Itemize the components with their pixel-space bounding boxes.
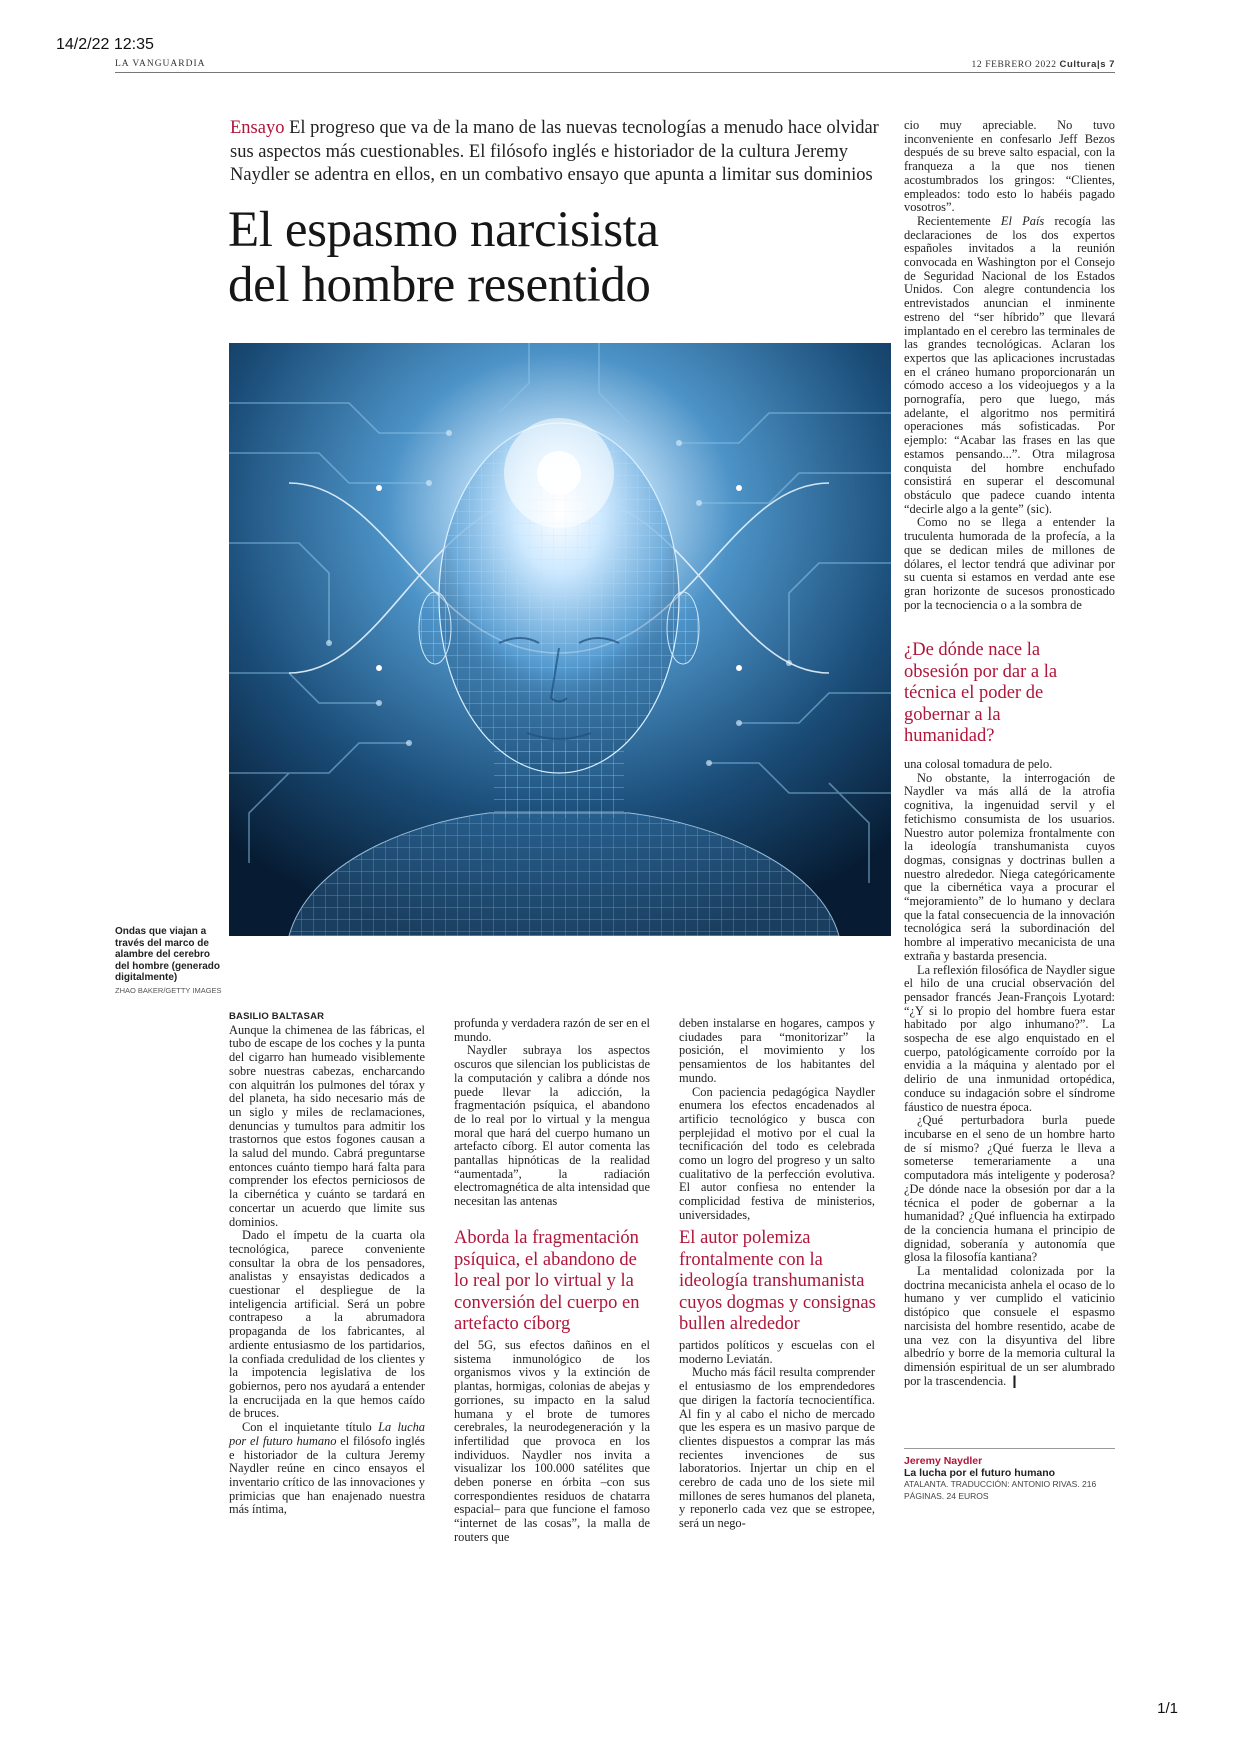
col1-p3-post: el filósofo inglés e historiador de la cultura Jeremy Naydler reúne en cinco ensayos el inventario crítico de las innovaciones y primicias que han enajenado nuestra más íntima, <box>229 1433 425 1517</box>
book-author: Jeremy Naydler <box>904 1455 983 1467</box>
book-title-inline: La lucha por el futuro humano <box>229 1420 425 1448</box>
pullquote-2: El autor polemiza frontalmente con la ideología transhumanista cuyos dogmas y consignas bullen alrededor <box>679 1228 876 1334</box>
kicker-tag: Ensayo <box>230 118 285 138</box>
pullquote-1: Aborda la fragmentación psíquica, el abandono de lo real por lo virtual y la conversión del cuerpo en artefacto cíborg <box>454 1228 640 1334</box>
wireframe-head-illustration <box>229 343 891 936</box>
article-column-2-bottom <box>454 1339 650 1545</box>
col4-paragraph-1: cio muy apreciable. No tuvo inconveniente en confesarlo Jeff Bezos después de su breve salto espacial, con la franqueza a la que nos tienen acostumbrados los gringos: “Clientes, empleados: todo esto lo habéis pagado vosotros”. <box>904 118 1115 215</box>
article-column-2-top <box>454 1017 650 1209</box>
headline-line-2: del hombre resentido <box>228 257 651 313</box>
photo-caption: Ondas que viajan a través del marco de alambre del cerebro del hombre (generado digitalmente) <box>115 926 221 983</box>
article-column-1 <box>229 1010 425 1517</box>
print-timestamp: 14/2/22 12:35 <box>56 36 154 53</box>
col2-paragraph-1: profunda y verdadera razón de ser en el mundo. <box>454 1016 650 1044</box>
article-column-4-top <box>904 119 1115 612</box>
pullquote-3: ¿De dónde nace la obsesión por dar a la técnica el poder de gobernar a la humanidad? <box>904 640 1058 746</box>
col1-p3-pre: Con el inquietante título <box>242 1420 379 1435</box>
masthead-date: 12 FEBRERO 2022 <box>971 60 1057 70</box>
col3-paragraph-3: partidos políticos y escuelas con el moderno Leviatán. <box>679 1338 875 1366</box>
book-box-rule <box>904 1448 1115 1449</box>
col3-paragraph-1: deben instalarse en hogares, campos y ciudades para “monitorizar” la posición, el movimiento y los pensamientos de los habitantes del mundo. <box>679 1016 875 1085</box>
byline: BASILIO BALTASAR <box>229 1011 325 1022</box>
book-title: La lucha por el futuro humano <box>904 1467 1056 1479</box>
article-column-4-bottom <box>904 758 1115 1388</box>
kicker-text: El progreso que va de la mano de las nuevas tecnologías a menudo hace olvidar sus aspectos más cuestionables. El filósofo inglés e historiador de la cultura Jeremy Naydler se adentra en ellos, en un combativo ensayo que apunta a limitar sus dominios <box>230 118 879 185</box>
article-column-3-bottom <box>679 1339 875 1531</box>
article-photo <box>229 343 891 936</box>
col4-paragraph-8: La mentalidad colonizada por la doctrina mecanicista anhela el ocaso de lo humano y ver cumplido el vaticinio distópico que consuele el espasmo narcisista del hombre resentido, acabe de una vez con la disyuntiva del libre albedrío y borre de la memoria cultural la dimensión espiritual de un ser alumbrado por la trascendencia. ❙ <box>904 1264 1115 1388</box>
col4-paragraph-2 <box>904 215 1115 516</box>
col2-paragraph-3: del 5G, sus efectos dañinos en el sistema inmunológico de los organismos vivos y la extinción de plantas, hormigas, colonias de abejas y gorriones, su impacto en la salud humana y el brote de tumores cerebrales, la neurodegeneración y la infertilidad que provoca en los individuos. Naydler nos invita a visualizar los 100.000 satélites que deben ponerse en órbita –con sus correspondientes residuos de chatarra espacial– para que funcione el famoso “internet de las cosas”, la malla de routers que <box>454 1338 650 1544</box>
col4-paragraph-6: La reflexión filosófica de Naydler sigue el hilo de una crucial observación del pensador francés Jean-François Lyotard: “¿Y si lo propio del hombre fuera estar habitado por algo inhumano?”. La sospecha de ese algo enquistado en el cuerpo, patológicamente corroído por la envidia a la máquina y alentado por el delirio de una inmunidad ortopédica, conduce su indagación sobre el síndrome fáustico de nuestra época. <box>904 962 1115 1114</box>
print-page-count: 1/1 <box>1157 1700 1178 1717</box>
col1-paragraph-2: Dado el ímpetu de la cuarta ola tecnológica, parece conveniente consultar la obra de los pensadores, analistas y ensayistas dedicados a cuestionar el despliegue de la inteligencia artificial. Será un pobre contrapeso a la abrumadora propaganda de los fabricantes, al ardiente entusiasmo de los partidarios, la confiada credulidad de los clientes y la impotencia legislativa de los gobiernos, pero nos ayudará a entender la encrucijada en la que hemos caído de bruces. <box>229 1228 425 1421</box>
col1-paragraph-1: Aunque la chimenea de las fábricas, el tubo de escape de los coches y la punta del cigarro han humeado visiblemente sobre nuestras cabezas, encharcando con alquitrán los pulmones del tórax y del planeta, ha sido necesario más de un siglo y miles de reclamaciones, denuncias y tumultos para admitir los trastornos que estos fogones causan a la salud del mundo. Cabrá preguntarse entonces cuánto tiempo hará falta para comprender los efectos perniciosos de la cibernética y cuánto se tardará en concertar un acuerdo que limite sus dominios. <box>229 1022 425 1229</box>
book-details: ATALANTA. TRADUCCIÓN: ANTONIO RIVAS. 216 PÁGINAS. 24 EUROS <box>904 1479 1097 1501</box>
headline-line-1: El espasmo narcisista <box>228 202 659 258</box>
article-column-3-top <box>679 1017 875 1223</box>
col3-paragraph-4: Mucho más fácil resulta comprender el entusiasmo de los emprendedores que dirigen la factoría tecnocientífica. Al fin y al cabo el nicho de mercado que les espera es un masivo parque de clientes dispuestos a comprar las más recientes invenciones de sus laboratorios. Injertar un chip en el cerebro de cada uno de los siete mil millones de seres humanos del planeta, y reponerlo cada vez que se estropee, será un nego- <box>679 1365 875 1531</box>
source-inline: El País <box>1000 213 1045 228</box>
book-info-box <box>904 1455 1115 1502</box>
masthead-section: Cultura|s <box>1059 59 1107 70</box>
col4-paragraph-5: No obstante, la interrogación de Naydler va más allá de la atrofia cognitiva, la ingenuidad servil y el fetichismo consumista de los usuarios. Nuestro autor polemiza frontalmente con la ideología transhumanista cuyos dogmas, consignas y doctrinas bullen a nuestro alrededor. Niega categóricamente que la cibernética vaya a procurar el “mejoramiento” de lo humano y declara que la fatal consecuencia de la innovación tecnológica será la subordinación del hombre al imperativo mecanicista de una extraña y bastarda presencia. <box>904 770 1115 963</box>
col3-paragraph-2: Con paciencia pedagógica Naydler enumera los efectos encadenados al artificio tecnológico y busca con perplejidad el motivo por el cual la tecnificación del todo es celebrada como un logro del progreso y un salto cualitativo de la perfección evolutiva. El autor confiesa no entender la complicidad festiva de ministerios, universidades, <box>679 1084 875 1222</box>
kicker <box>230 117 890 188</box>
headline <box>228 203 848 313</box>
col4-p2-post: recogía las declaraciones de los dos expertos españoles invitados a la reunión convocada en Washington por el Consejo de Seguridad Nacional de los Estados Unidos. Con alegre contundencia los entrevistados anuncian el inminente estreno del “ser híbrido” que llevará implantado en el cerebro las terminales de las grandes tecnológicas. Aclaran los expertos que las aplicaciones incrustadas en el cráneo humano proporcionarán un cómodo acceso a los videojuegos y a la pornografía, pero que luego, más adelante, el algoritmo nos permitirá operaciones más sofisticadas. Por ejemplo: “Acabar las frases en las que estamos pensando...”. Otra milagrosa conquista del hombre enchufado consistirá en superar el descomunal obstáculo que padece cuando intenta “decirle algo a la gente” (sic). <box>904 213 1116 516</box>
col4-paragraph-4: una colosal tomadura de pelo. <box>904 757 1053 771</box>
masthead-publication: LA VANGUARDIA <box>115 59 206 69</box>
col1-paragraph-3 <box>229 1421 425 1517</box>
col4-p2-pre: Recientemente <box>917 213 1001 228</box>
masthead-page: 7 <box>1109 59 1115 70</box>
col4-paragraph-7: ¿Qué perturbadora burla puede incubarse en el seno de un hombre harto de sí mismo? ¿Qué fuerza le lleva a someterse temerariamente a una computadora más inteligente y poderosa? ¿De dónde nace la obsesión por dar a la técnica el poder de gobernar a la humanidad? ¿Qué influencia ha extirpado de la conciencia humana el principio de dignidad, soberanía y autonomía que glosa la filosofía kantiana? <box>904 1113 1115 1265</box>
masthead-rule <box>115 72 1115 73</box>
masthead-date-section <box>972 59 1115 70</box>
photo-credit: ZHAO BAKER/GETTY IMAGES <box>115 986 222 995</box>
col4-paragraph-3: Como no se llega a entender la truculenta humorada de la profecía, a la que se dedican miles de millones de dólares, el lector tendrá que adivinar por su cuenta si estamos en verdad ante ese gran horizonte de sucesos pronosticado por la tecnociencia o a la sombra de <box>904 515 1115 612</box>
col2-paragraph-2: Naydler subraya los aspectos oscuros que silencian los publicistas de la computación y calibra a dónde nos puede llevar la adicción, la fragmentación psíquica, el abandono de lo real por lo virtual y la mengua moral que hará del cuerpo humano un artefacto cíborg. El autor comenta las pantallas hipnóticas de la realidad “aumentada”, la radiación electromagnética de alta intensidad que necesitan las antenas <box>454 1043 650 1209</box>
